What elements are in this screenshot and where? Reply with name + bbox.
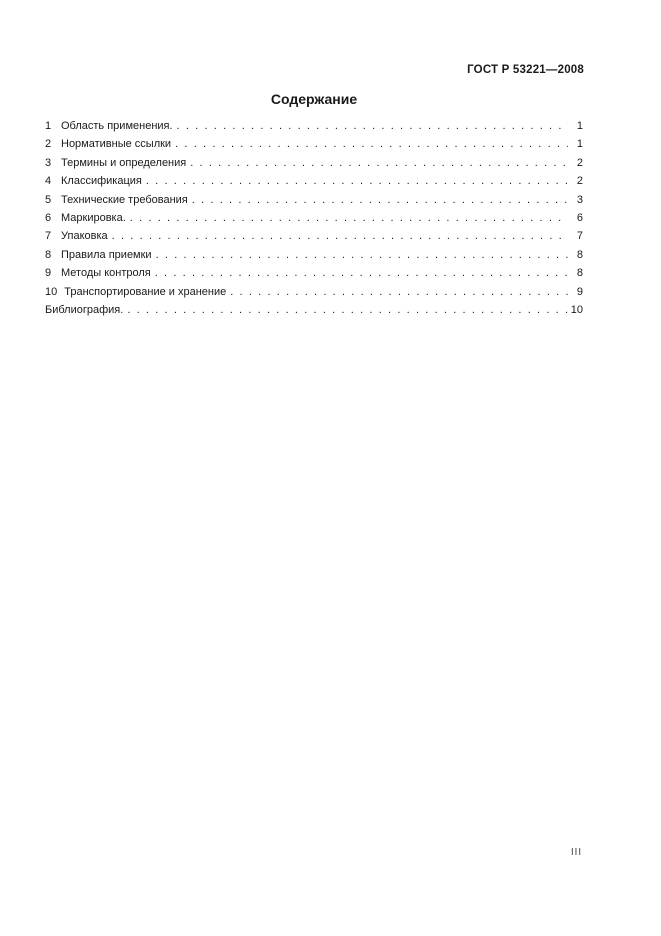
toc-entry-page: 1 (576, 120, 583, 132)
toc-entry-label: Маркировка. (61, 211, 126, 224)
toc-entry-label: Классификация (61, 175, 142, 188)
toc-leader-dots (230, 286, 568, 298)
toc-entry-page: 9 (576, 285, 583, 298)
toc-entry (45, 157, 583, 175)
toc-entry-number: 9 (45, 267, 52, 280)
toc-entry-page: 8 (576, 267, 583, 280)
page-title: Содержание (270, 91, 358, 107)
toc-entry-label: Область применения. (61, 120, 173, 132)
toc-leader-dots (130, 212, 568, 224)
toc-entry-page: 2 (576, 175, 583, 188)
toc-entry-page: 7 (576, 230, 583, 243)
toc-leader-dots (177, 120, 568, 132)
toc-entry-number: 2 (45, 138, 52, 151)
toc-entry-label: Библиография. (45, 303, 124, 316)
toc-entry-number: 7 (45, 230, 52, 243)
toc-entry-label: Нормативные ссылки (61, 138, 172, 151)
toc-entry-page: 2 (576, 156, 583, 169)
toc-entry-label: Правила приемки (61, 248, 152, 261)
toc-leader-dots (190, 157, 568, 169)
toc-entry-page: 3 (576, 193, 583, 206)
toc-entry-number: 4 (45, 175, 52, 188)
toc-entry-page: 6 (576, 211, 583, 224)
toc-entry-page: 10 (570, 303, 583, 316)
toc-entry (45, 286, 583, 304)
toc-leader-dots (112, 230, 568, 242)
toc-entry-page: 1 (576, 138, 583, 151)
toc-entry-label: Технические требования (61, 193, 188, 206)
toc-leader-dots (155, 267, 568, 279)
toc-entry (45, 267, 583, 285)
toc-entry-label: Термины и определения (61, 156, 187, 169)
document-number: ГОСТ Р 53221—2008 (467, 64, 584, 76)
toc-leader-dots (127, 304, 567, 316)
toc-leader-dots (192, 194, 568, 206)
toc-list (45, 120, 583, 322)
folio-page-number: III (570, 846, 582, 858)
toc-entry (45, 175, 583, 193)
toc-entry (45, 212, 583, 230)
toc-leader-dots (156, 249, 568, 261)
toc-entry-label: Методы контроля (61, 267, 151, 280)
toc-entry (45, 194, 583, 212)
toc-entry-number: 5 (45, 193, 52, 206)
toc-entry-page: 8 (576, 248, 583, 261)
toc-entry-label: Транспортирование и хранение (64, 285, 227, 298)
toc-entry-number: 8 (45, 248, 52, 261)
toc-entry (45, 230, 583, 248)
toc-entry-number: 1 (45, 120, 52, 132)
toc-entry (45, 138, 583, 156)
toc-entry-number: 3 (45, 156, 52, 169)
toc-entry-number: 6 (45, 211, 52, 224)
toc-entry (45, 120, 583, 138)
toc-leader-dots (146, 175, 568, 187)
toc-leader-dots (175, 138, 568, 150)
toc-entry (45, 249, 583, 267)
toc-entry (45, 304, 583, 322)
toc-entry-number: 10 (45, 285, 58, 298)
toc-entry-label: Упаковка (61, 230, 108, 243)
